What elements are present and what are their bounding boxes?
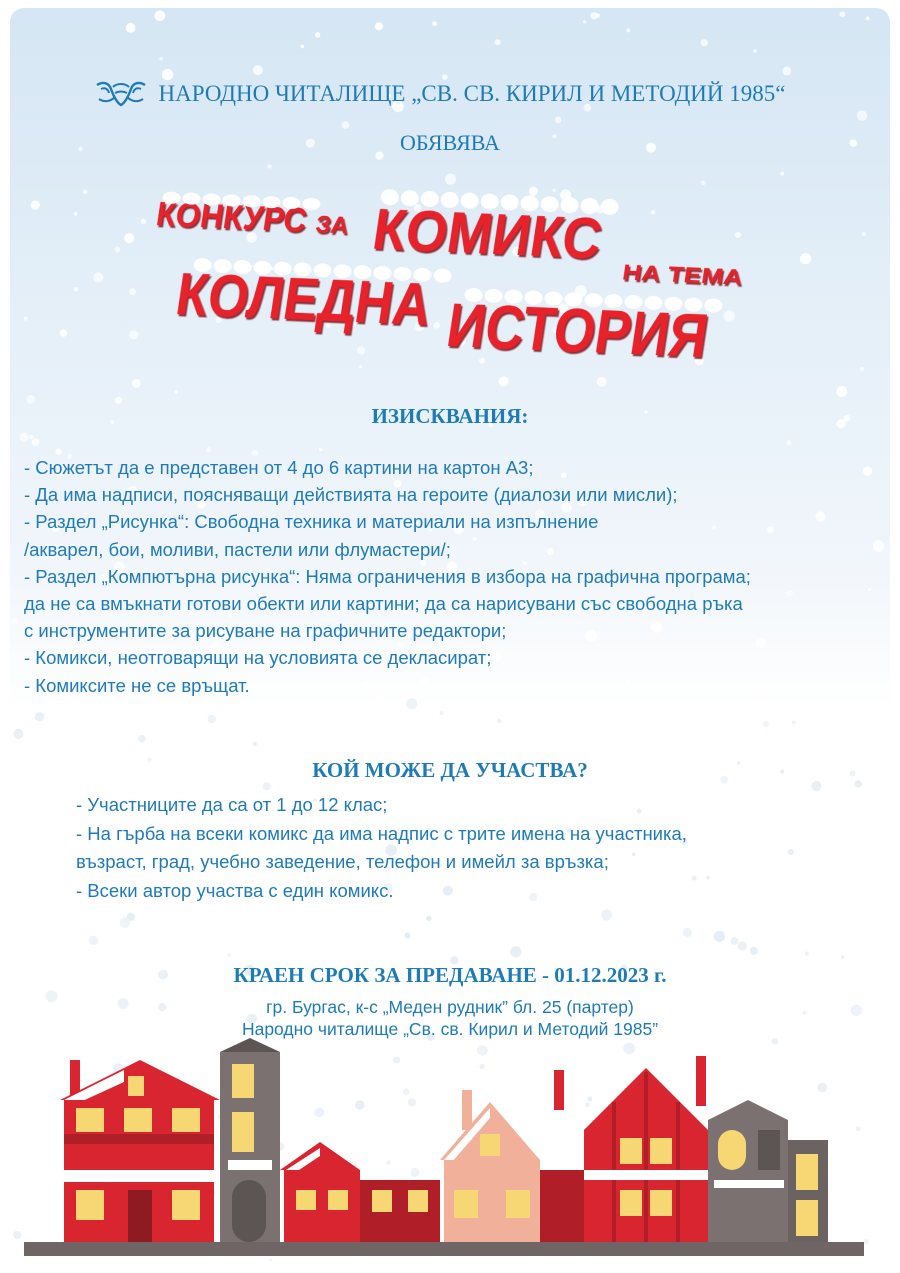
snowflake (805, 952, 809, 956)
snowflake (836, 386, 847, 397)
snowflake (11, 617, 18, 624)
snowflake (60, 329, 67, 336)
snowflake (701, 39, 708, 46)
snowflake (375, 22, 383, 30)
snowflake (738, 941, 747, 950)
title-word-koledna: КОЛЕДНА (171, 260, 475, 340)
snowflake (601, 909, 612, 920)
snowflake (115, 397, 122, 404)
snowflake (74, 212, 78, 216)
participants-item: - Участниците да са от 1 до 12 клас; (76, 794, 388, 815)
snowflake (731, 937, 739, 945)
snowflake (683, 928, 692, 937)
snowflake (763, 721, 769, 727)
snowflake (74, 287, 78, 291)
deadline-text: КРАЕН СРОК ЗА ПРЕДАВАНЕ - 01.12.2023 г. (233, 963, 667, 987)
requirements-heading: ИЗИСКВАНИЯ: (371, 404, 529, 428)
organization-name: НАРОДНО ЧИТАЛИЩЕ „СВ. СВ. КИРИЛ И МЕТОДИЙ 1985“ (158, 81, 786, 106)
requirements-list (24, 454, 884, 699)
snowflake (497, 719, 501, 723)
house-red-tudor (540, 1056, 708, 1242)
participants-list (76, 791, 876, 905)
snowflake (405, 933, 411, 939)
house-red-small (280, 1142, 440, 1242)
snowflake (13, 1231, 22, 1240)
snowflake (253, 742, 257, 746)
snowflake (555, 117, 562, 124)
contest-title (130, 186, 770, 386)
cyrillic-monogram-logo-icon (95, 79, 147, 109)
snow-cap (433, 268, 452, 283)
snowflake (227, 953, 231, 957)
announces-label: ОБЯВЯВА (400, 130, 500, 155)
snowflake (342, 121, 350, 129)
snowflake (253, 65, 263, 75)
participants-item: възраст, град, учебно заведение, телефон и имейл за връзка; (76, 851, 609, 872)
snowflake (750, 947, 758, 955)
requirements-item: /акварел, бои, моливи, пастели или флумастери/; (24, 538, 451, 560)
house-gray-right (708, 1100, 828, 1242)
requirements-item: - Да има надписи, поясняващи действията на героите (диалози или мисли); (24, 484, 678, 506)
requirements-item: - Комиксите не се връщат. (24, 674, 250, 696)
snowflake (35, 712, 44, 721)
snowflake (583, 20, 586, 23)
snowflake (89, 936, 99, 946)
snowflake (31, 200, 40, 209)
snowflake (83, 190, 87, 194)
snowflake (866, 17, 870, 21)
title-word-istoriya: ИСТОРИЯ (442, 291, 756, 373)
snowflake (29, 435, 33, 439)
snowflake (175, 390, 178, 393)
title-words-na-tema: НА ТЕМА (620, 259, 725, 289)
snowflake (159, 57, 163, 61)
snowflake (714, 931, 725, 942)
title-word-komiks: КОМИКС (368, 196, 626, 273)
snowflake (315, 32, 320, 37)
address-line-2: Народно читалище „Св. св. Кирил и Методий 1985” (241, 1019, 659, 1039)
title-word-konkurs: КОНКУРС (153, 195, 321, 241)
christmas-houses-illustration (24, 1030, 874, 1270)
snowflake (840, 11, 846, 17)
house-red-large (60, 1060, 220, 1242)
snowflake (268, 165, 272, 169)
street-ground (24, 1242, 864, 1256)
snowflake (862, 232, 866, 236)
snowflake (510, 946, 521, 957)
snowflake (445, 174, 456, 185)
snowflake (800, 253, 811, 264)
snowflake (208, 715, 216, 723)
address-line-1: гр. Бургас, к-с „Меден рудник” бл. 25 (партер) (266, 997, 634, 1017)
snowflake (792, 721, 796, 725)
snowflake (138, 735, 146, 743)
snowflake (263, 782, 271, 790)
snowflake (20, 433, 29, 442)
requirements-item: - Раздел „Рисунка“: Свободна техника и материали на изпълнение (24, 511, 599, 533)
snowflake (626, 28, 630, 32)
snowflake (206, 447, 211, 452)
requirements-item: - Раздел „Компютърна рисунка“: Няма ограничения в избора на графична програма; (24, 565, 751, 587)
snowflake (126, 23, 136, 33)
snowflake (753, 49, 756, 52)
snowflake (115, 247, 121, 253)
header (40, 76, 840, 112)
snowflake (786, 440, 791, 445)
participants-heading: КОЙ МОЖЕ ДА УЧАСТВА? (312, 758, 588, 782)
snowflake (301, 45, 305, 49)
snowflake (93, 272, 103, 282)
requirements-item: с инструментите за рисуване на графичните редактори; (24, 620, 507, 642)
requirements-item: да не са вмъкнати готови обекти или картини; да са нарисувани със свободна ръка (24, 593, 743, 615)
snowflake (31, 438, 39, 446)
snowflake (432, 21, 437, 26)
participants-item: - На гърба на всеки комикс да има надпис с трите имена на участника, (76, 822, 687, 844)
requirements-item: - Сюжетът да е представен от 4 до 6 картини на картон А3; (24, 457, 534, 478)
snowflake (24, 317, 28, 321)
snowflake (27, 395, 36, 404)
requirements-item: - Комикси, неотговарящи на условията се декласират; (24, 647, 492, 669)
snowflake (782, 66, 791, 75)
snowflake (127, 913, 135, 921)
snowflake (406, 698, 417, 709)
snowflake (155, 10, 166, 21)
snowflake (841, 955, 845, 959)
participants-item: - Всеки автор участва с един комикс. (76, 879, 394, 901)
snowflake (495, 39, 501, 45)
snowflake (701, 181, 705, 185)
house-salmon (440, 1090, 540, 1242)
snowflake (857, 111, 867, 121)
snowflake (319, 448, 323, 452)
title-word-za: ЗА (313, 211, 351, 240)
snowflake (780, 172, 784, 176)
snowflake (860, 367, 864, 371)
house-gray-tower (220, 1038, 280, 1242)
snowflake (590, 12, 597, 19)
snowflake (426, 916, 431, 921)
snowflake (13, 729, 23, 739)
snowflake (440, 711, 444, 715)
